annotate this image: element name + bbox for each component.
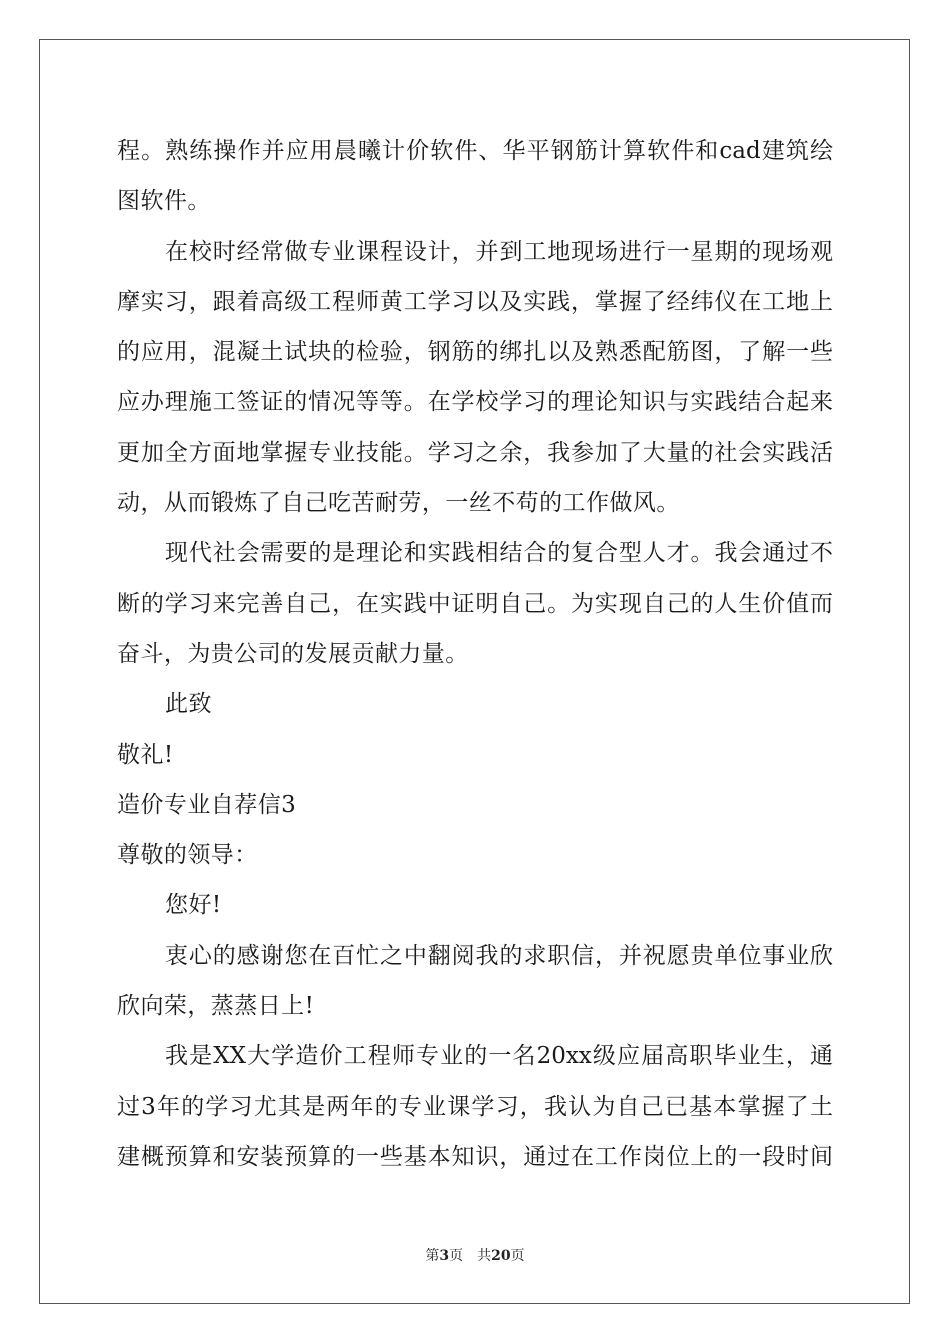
text-line: 的应用，混凝土试块的检验，钢筋的绑扎以及熟悉配筋图，了解一些 — [117, 339, 833, 366]
text-line: 尊敬的领导： — [117, 842, 258, 869]
text-line: 动，从而锻炼了自己吃苦耐劳，一丝不苟的工作做风。 — [117, 490, 680, 517]
text-line: 程。熟练操作并应用晨曦计价软件、华平钢筋计算软件和cad建筑绘 — [117, 138, 833, 164]
text-line: 断的学习来完善自己，在实践中证明自己。为实现自己的人生价值而 — [117, 590, 833, 617]
text-line: 我是XX大学造价工程师专业的一名20xx级应届高职毕业生，通 — [165, 1043, 833, 1070]
document-body — [117, 126, 833, 1182]
text-line: 过3年的学习尤其是两年的专业课学习，我认为自己已基本掌握了土 — [117, 1093, 833, 1120]
text-line: 建概预算和安装预算的一些基本知识，通过在工作岗位上的一段时间 — [117, 1143, 833, 1170]
page-prefix: 第 — [425, 1248, 440, 1264]
total-suffix: 页 — [510, 1248, 525, 1264]
text-line: 您好! — [165, 892, 222, 919]
text-line: 奋斗，为贵公司的发展贡献力量。 — [117, 640, 469, 667]
current-page-number: 3 — [439, 1248, 450, 1264]
text-line: 在校时经常做专业课程设计，并到工地现场进行一星期的现场观 — [165, 238, 833, 265]
text-line: 衷心的感谢您在百忙之中翻阅我的求职信，并祝愿贵单位事业欣 — [165, 942, 833, 969]
text-line: 欣向荣，蒸蒸日上! — [117, 993, 315, 1020]
text-line: 敬礼! — [117, 741, 174, 768]
text-line: 造价专业自荐信3 — [117, 791, 297, 818]
text-line: 摩实习，跟着高级工程师黄工学习以及实践，掌握了经纬仪在工地上 — [117, 288, 833, 315]
total-page-count: 20 — [491, 1248, 511, 1264]
total-prefix: 共 — [477, 1248, 492, 1264]
page-suffix: 页 — [449, 1248, 464, 1264]
text-line: 此致 — [165, 691, 212, 718]
page-footer — [0, 1245, 950, 1265]
text-line: 图软件。 — [117, 188, 211, 215]
text-line: 更加全方面地掌握专业技能。学习之余，我参加了大量的社会实践活 — [117, 439, 833, 466]
text-line: 应办理施工签证的情况等等。在学校学习的理论知识与实践结合起来 — [117, 389, 833, 416]
text-line: 现代社会需要的是理论和实践相结合的复合型人才。我会通过不 — [165, 540, 833, 567]
